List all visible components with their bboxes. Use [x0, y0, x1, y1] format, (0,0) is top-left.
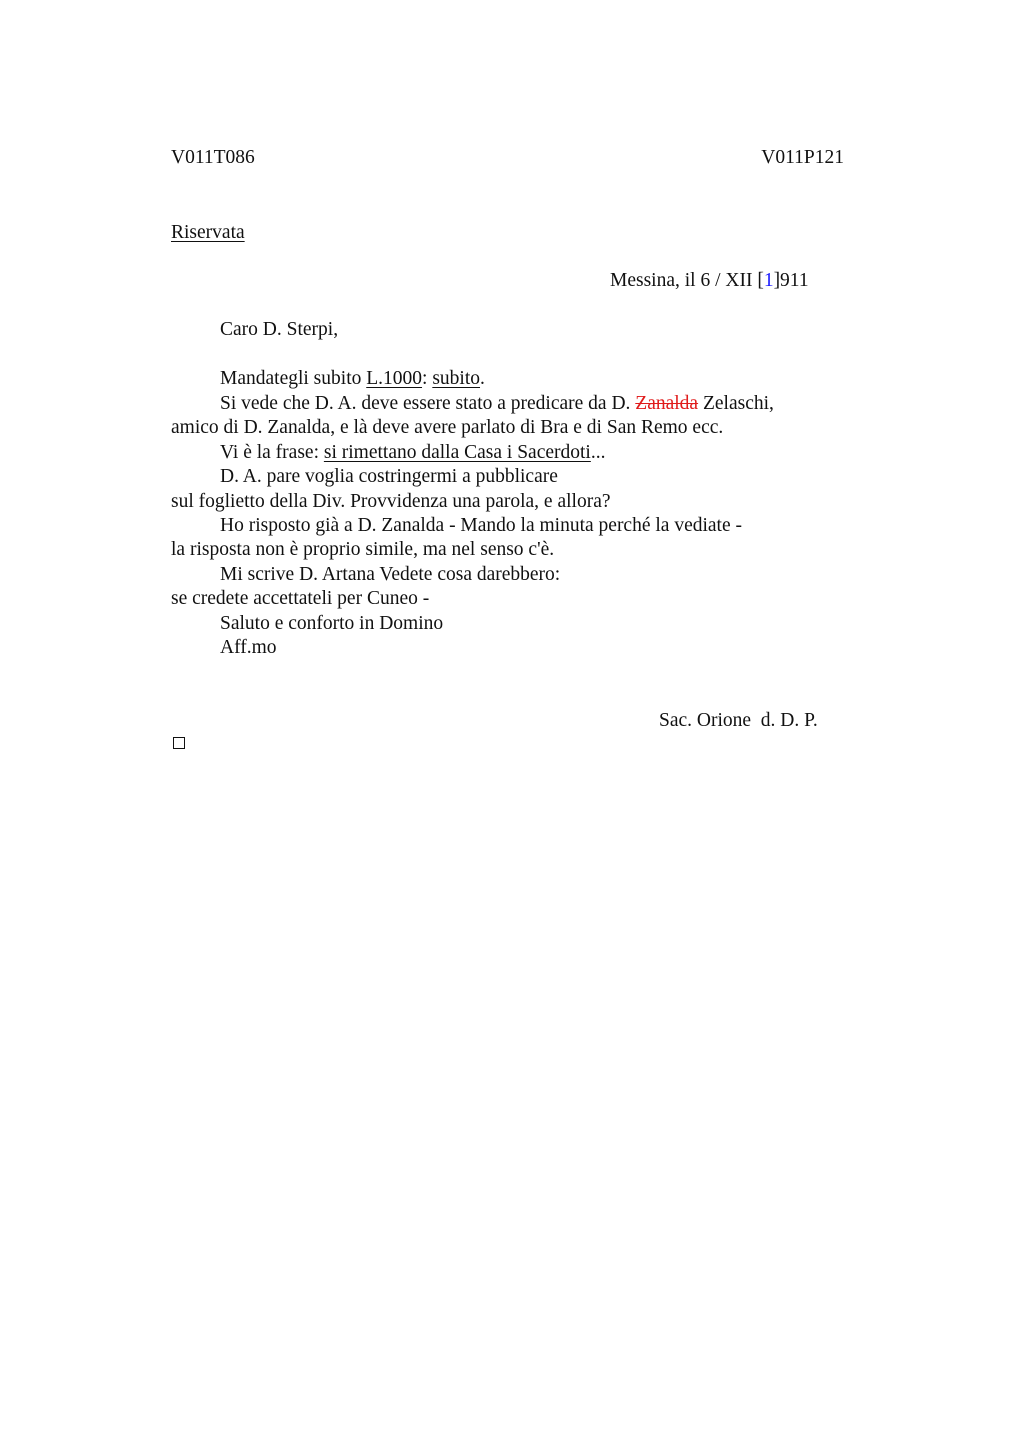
signature: Sac. Orione d. D. P.	[659, 710, 818, 731]
document-code-right: V011P121	[761, 147, 844, 168]
end-marker-square	[173, 737, 185, 749]
quoted-phrase: si rimettano dalla Casa i Sacerdoti	[323, 442, 591, 463]
struck-word: Zanalda	[635, 393, 699, 414]
confidential-label: Riservata	[171, 222, 245, 243]
body-line-5: D. A. pare voglia costringermi a pubblicare	[220, 466, 558, 487]
closing-line: Saluto e conforto in Domino	[220, 613, 444, 634]
body-text: Zelaschi,	[698, 393, 774, 414]
amount: L.1000	[366, 368, 423, 389]
date-line	[610, 269, 809, 293]
date-suffix: ]911	[773, 270, 809, 291]
body-text: ...	[590, 442, 606, 463]
date-inserted-digit: 1	[763, 270, 774, 291]
body-text: Mandategli subito	[220, 368, 367, 389]
document-code-left: V011T086	[171, 147, 255, 168]
body-line-8: la risposta non è proprio simile, ma nel senso c'è.	[171, 539, 555, 560]
body-line-7: Ho risposto già a D. Zanalda - Mando la minuta perché la vediate -	[220, 515, 742, 536]
body-line-9: Mi scrive D. Artana Vedete cosa darebbero:	[220, 564, 561, 585]
body-line-3: amico di D. Zanalda, e là deve avere parlato di Bra e di San Remo ecc.	[171, 417, 724, 438]
date-prefix: Messina, il 6 / XII [	[610, 270, 764, 291]
subito-emphasis: subito	[432, 368, 481, 389]
body-line-6: sul foglietto della Div. Provvidenza una parola, e allora?	[171, 491, 611, 512]
salutation: Caro D. Sterpi,	[220, 319, 339, 340]
body-text: :	[422, 368, 433, 389]
body-line-4	[220, 441, 605, 465]
body-line-1	[220, 367, 485, 391]
body-text: Vi è la frase:	[220, 442, 324, 463]
body-line-10: se credete accettateli per Cuneo -	[171, 588, 430, 609]
valediction: Aff.mo	[220, 637, 277, 658]
body-line-2	[220, 392, 774, 416]
body-text: .	[480, 368, 485, 389]
body-text: Si vede che D. A. deve essere stato a predicare da D.	[220, 393, 636, 414]
